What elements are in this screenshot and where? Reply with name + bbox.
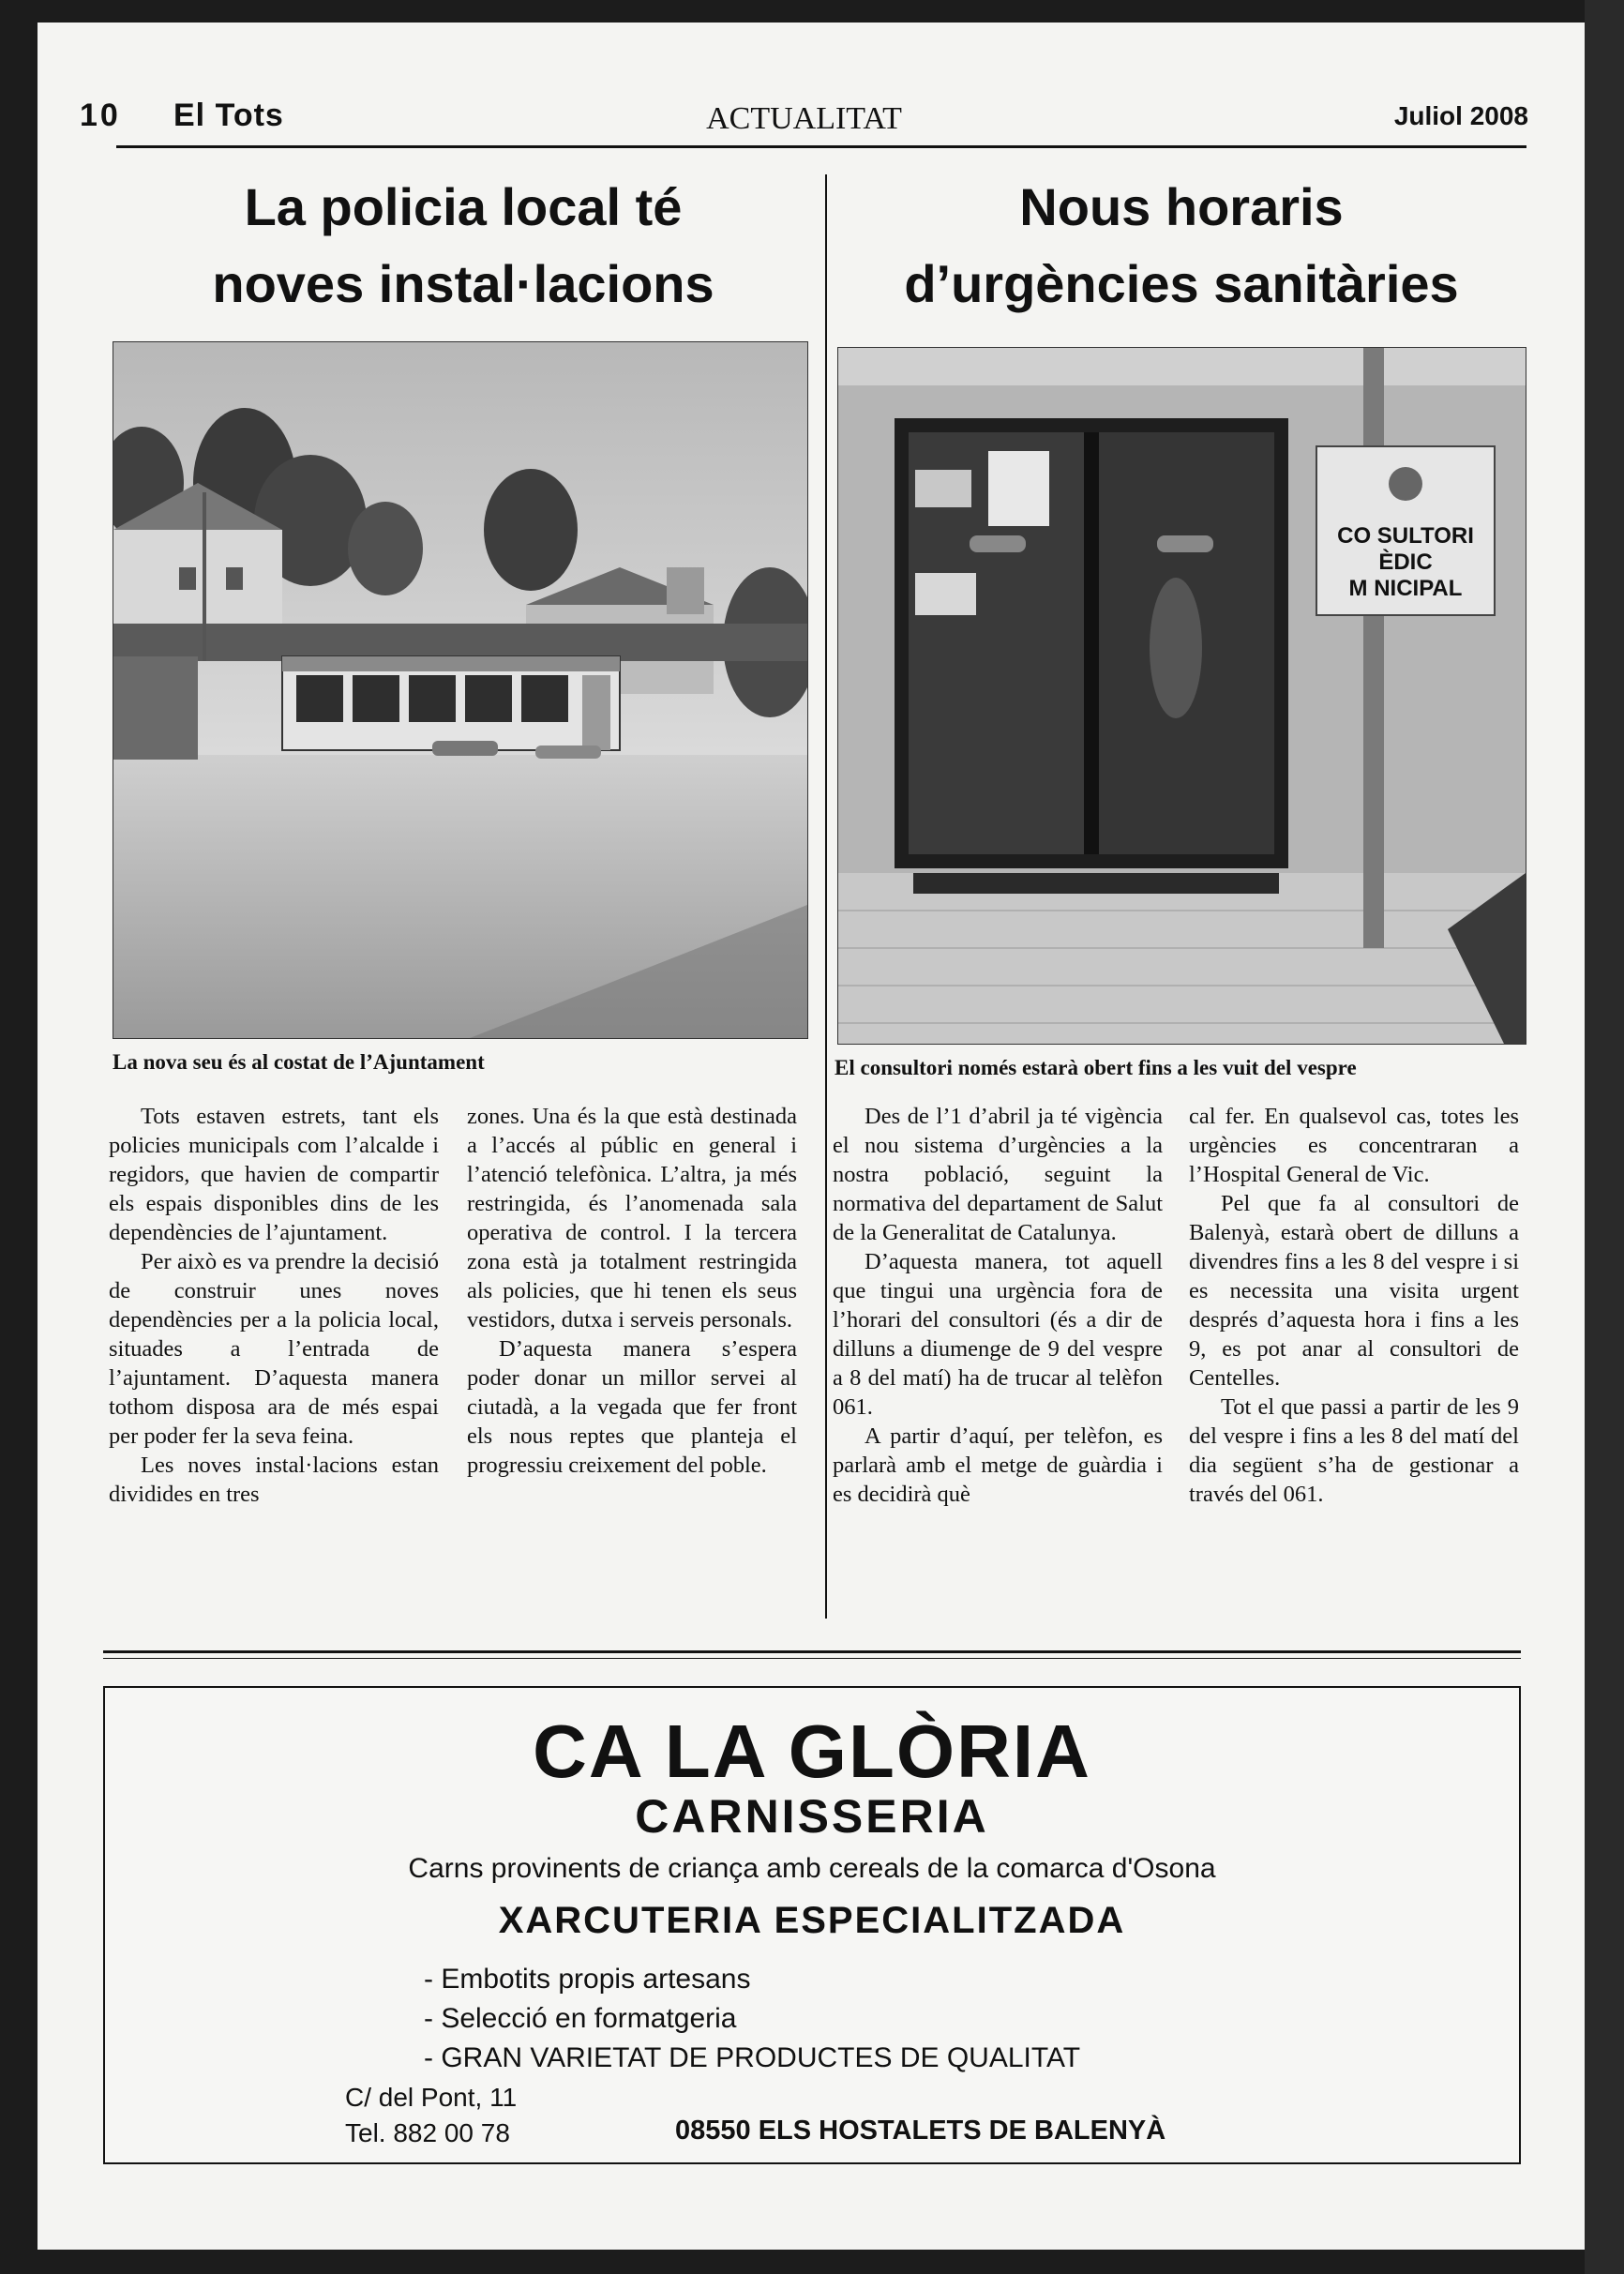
ad-address-block [345,2080,517,2151]
headline-left [116,169,810,323]
ad-product-list [424,1960,1080,2078]
headline-right [844,169,1519,323]
article-right-paragraph: cal fer. En qualsevol cas, totes les urgències es concentraran a l’Hospital General de Vic. [1189,1104,1519,1187]
article-divider [825,174,827,1619]
headline-right-line1: Nous horaris [1019,177,1344,236]
ad-town: 08550 ELS HOSTALETS DE BALENYÀ [675,2116,1166,2146]
article-right-paragraph: Pel que fa al consultori de Balenyà, estarà obert de dilluns a divendres fins a les 8 del vespre i si es necessita una visita urgent després d’aquesta hora i fins a les 9, es pot anar al consultori de Centelles. [1189,1191,1519,1391]
sign-line1: CO SULTORI [1337,523,1474,549]
article-right-paragraph: D’aquesta manera, tot aquell que tingui una urgència fora de l’horari del consultori (és a dir de dilluns a diumenge de 9 del vespre a 8 del matí) ha de trucar al telèfon 061. [833,1249,1163,1420]
article-left-column-1 [109,1102,439,1509]
article-left-paragraph: Tots estaven estrets, tant els policies municipals com l’alcalde i regidors, que havien de compartir els espais disponibles dins de les dependències de l’ajuntament. [109,1104,439,1245]
caption-left: La nova seu és al costat de l’Ajuntament [113,1050,485,1074]
article-right-paragraph: A partir d’aquí, per telèfon, es parlarà amb el metge de guàrdia i es decidirà què [833,1423,1163,1507]
issue-date: Juliol 2008 [1393,101,1528,130]
ad-business-name: CA LA GLÒRIA [533,1709,1091,1793]
article-right-paragraph: Des de l’1 d’abril ja té vigència el nou sistema d’urgències a la nostra població, seguint la normativa del departament de Salut de la Generalitat de Catalunya. [833,1104,1163,1245]
consultori-illustration [838,348,1526,1044]
caption-right: El consultori només estarà obert fins a les vuit del vespre [835,1056,1357,1079]
ad-address: C/ del Pont, 11 [345,2083,518,2112]
ad-product-item: - Selecció en formatgeria [424,2003,737,2034]
article-left-paragraph: D’aquesta manera s’espera poder donar un millor servei al ciutadà, a la vegada que fer front els nous reptes que planteja el progressiu creixement del poble. [467,1336,797,1478]
ad-business-type: CARNISSERIA [635,1790,989,1843]
advertisement-ca-la-gloria [103,1686,1521,2164]
sign-line2: ÈDIC [1378,550,1433,575]
police-station-illustration [113,342,807,1038]
headline-left-line2: noves instal·lacions [212,254,714,313]
article-left-column-2 [467,1102,797,1480]
ad-tagline: Carns provinents de criança amb cereals de la comarca d'Osona [408,1853,1216,1884]
ad-phone: Tel. 882 00 78 [345,2118,510,2147]
photo-police-station [113,341,808,1039]
headline-right-line2: d’urgències sanitàries [904,254,1459,313]
ad-specialty: XARCUTERIA ESPECIALITZADA [498,1900,1126,1941]
ad-top-rule [103,1650,1521,1653]
sign-line3: M NICIPAL [1348,576,1463,601]
section-title: ACTUALITAT [706,101,902,136]
header-rule [116,145,1526,148]
publication-name: El Tots [173,98,284,133]
article-right-paragraph: Tot el que passi a partir de les 9 del vespre i fins a les 8 del matí del dia següent s’ha de gestionar a través del 061. [1189,1394,1519,1507]
ad-product-item: - Embotits propis artesans [424,1964,751,1995]
article-right-column-2 [1189,1102,1519,1509]
article-left-paragraph: zones. Una és la que està destinada a l’accés al públic en general i l’atenció telefònica. L’altra, ja més restringida, és l’anomenada sala operativa de control. I la tercera zona està ja totalment restringida als policies, que hi tenen els seus vestidors, dutxa i serveis personals. [467,1104,797,1333]
headline-left-line1: La policia local té [244,177,683,236]
article-left-paragraph: Per això es va prendre la decisió de construir unes noves dependències per a la policia local, situades a l’entrada de l’ajuntament. D’aquesta manera tothom disposa ara de més espai per poder fer la seva feina. [109,1249,439,1449]
photo-consultori [837,347,1526,1045]
page-edge-shadow [1585,0,1624,2274]
article-left-paragraph: Les noves instal·lacions estan dividides en tres [109,1453,439,1507]
article-right-column-1 [833,1102,1163,1509]
ad-top-rule-thin [103,1658,1521,1659]
ad-product-item: - GRAN VARIETAT DE PRODUCTES DE QUALITAT [424,2042,1081,2073]
page-header [80,77,1528,143]
page-number: 10 [80,98,121,133]
